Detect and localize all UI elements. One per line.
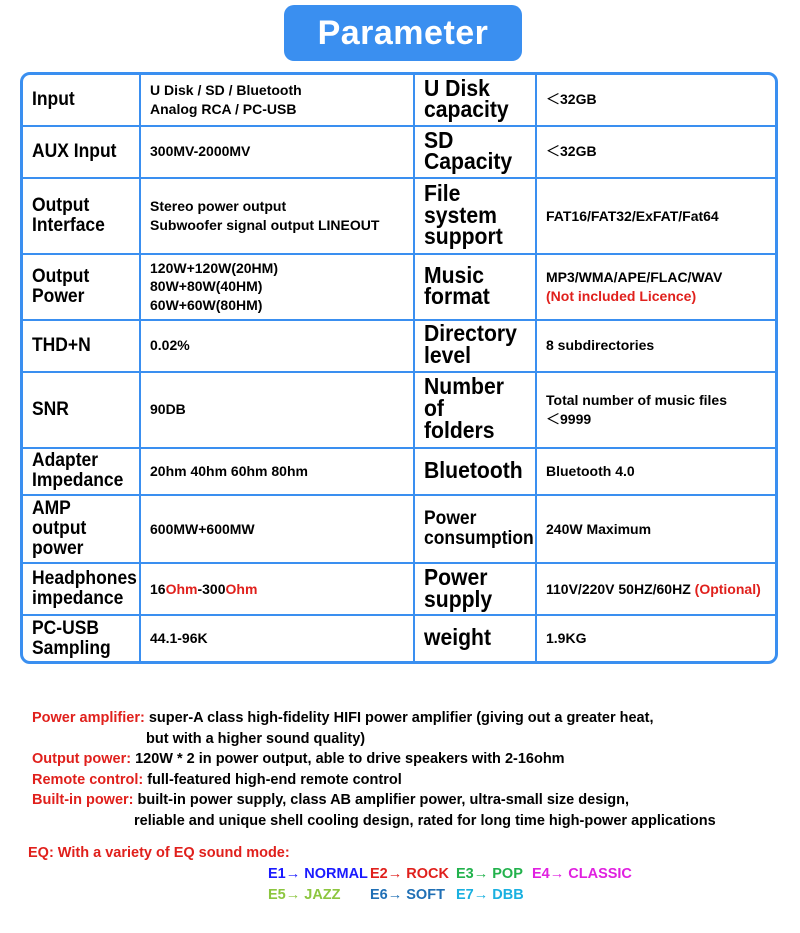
eq-mode-e2: E2→ ROCK (370, 866, 449, 882)
param-label-cell (23, 615, 140, 661)
param-value-cell (536, 178, 778, 254)
param-value-text: 1.9KG (546, 630, 587, 647)
param-label: U Disk capacity (424, 74, 509, 123)
param-label-cell (23, 75, 140, 126)
param-value-text: 300MV-2000MV (150, 143, 251, 160)
param-value-cell (140, 448, 414, 495)
param-value-text: 120W+120W(20HM) (150, 259, 278, 276)
param-value-line (150, 100, 404, 119)
param-label-cell (414, 563, 536, 615)
value-note: (Optional) (694, 580, 761, 597)
param-label: File system support (424, 179, 503, 250)
value-part: Ohm (165, 580, 198, 597)
param-value-line (150, 462, 404, 481)
param-label-cell (414, 448, 536, 495)
eq-mode-e4: E4→ CLASSIC (532, 866, 632, 882)
param-value-cell (536, 448, 778, 495)
param-value-cell (140, 178, 414, 254)
param-label: SD Capacity (424, 126, 513, 175)
param-value-line (546, 90, 772, 109)
note-power-amplifier-cont: but with a higher sound quality) (146, 730, 366, 747)
param-value-line (546, 580, 772, 599)
param-value-text: 60W+60W(80HM) (150, 297, 263, 314)
param-value-text: 0.02% (150, 337, 190, 354)
note-output-power: Output power: 120W * 2 in power output, able to drive speakers with 2-16ohm (32, 751, 565, 767)
eq-mode-e7: E7→ DBB (456, 887, 524, 903)
parameter-table (20, 72, 778, 664)
param-label: Directory level (424, 320, 517, 369)
param-label-cell (414, 615, 536, 661)
param-label: Number of folders (424, 373, 504, 444)
param-value-text: ＜9999 (546, 410, 592, 427)
param-value-line (150, 400, 404, 419)
value-note: (Not included Licence) (546, 287, 697, 304)
param-label-cell (414, 495, 536, 564)
param-label-cell (23, 320, 140, 372)
param-value-text: 80W+80W(40HM) (150, 278, 263, 295)
param-value-cell (536, 320, 778, 372)
param-label: Music format (424, 261, 490, 310)
param-value-line (150, 629, 404, 648)
param-value-text: 44.1-96K (150, 630, 208, 647)
param-value-text: 90DB (150, 401, 186, 418)
param-label: THD+N (32, 334, 91, 356)
param-label-cell (414, 254, 536, 319)
param-value-text: FAT16/FAT32/ExFAT/Fat64 (546, 207, 719, 224)
param-value-line (546, 462, 772, 481)
param-label: Bluetooth (424, 456, 523, 483)
param-label-cell (23, 178, 140, 254)
note-remote-control: Remote control: full-featured high-end remote control (32, 771, 402, 788)
param-value-cell (140, 254, 414, 319)
table-row (23, 126, 778, 178)
param-value-line (546, 268, 772, 287)
param-label-cell (414, 178, 536, 254)
param-value-line (546, 336, 772, 355)
param-value-cell (536, 254, 778, 319)
param-value-line (546, 207, 772, 226)
param-label: Adapter Impedance (32, 450, 124, 492)
param-label: SNR (32, 398, 69, 420)
param-value-cell (140, 126, 414, 178)
param-value-text: MP3/WMA/APE/FLAC/WAV (546, 268, 723, 285)
param-value-line (150, 580, 404, 599)
value-part: -300 (197, 580, 226, 597)
param-value-text: Total number of music files (546, 391, 727, 408)
param-label-cell (23, 495, 140, 564)
param-value-line (150, 336, 404, 355)
param-value-cell (140, 495, 414, 564)
value-part: Ohm (225, 580, 258, 597)
table-row (23, 448, 778, 495)
param-value-cell (140, 75, 414, 126)
param-label: weight (424, 624, 492, 651)
param-value-text: 600MW+600MW (150, 520, 255, 537)
param-label: AUX Input (32, 140, 117, 162)
param-label-cell (23, 126, 140, 178)
table-row (23, 372, 778, 448)
table-row (23, 563, 778, 615)
note-built-in-power: Built-in power: built-in power supply, class AB amplifier power, ultra-small size design, (32, 792, 630, 808)
param-value-cell (140, 563, 414, 615)
param-label: AMP output power (32, 498, 87, 559)
param-label-cell (23, 254, 140, 319)
param-value-text: 110V/220V 50HZ/60HZ (546, 580, 695, 597)
param-label-cell (414, 75, 536, 126)
param-label: Power consumption (424, 508, 534, 549)
param-value-text: 20hm 40hm 60hm 80hm (150, 462, 308, 479)
param-value-cell (536, 372, 778, 448)
banner-title: Parameter (317, 13, 489, 52)
param-value-cell (140, 372, 414, 448)
param-value-line (150, 197, 404, 216)
eq-mode-e3: E3→ POP (456, 866, 523, 882)
param-value-cell (536, 126, 778, 178)
param-value-line (150, 142, 404, 161)
param-value-line (546, 629, 772, 648)
table-row (23, 178, 778, 254)
eq-mode-e1: E1→ NORMAL (268, 866, 368, 882)
parameter-banner (284, 5, 522, 61)
param-label-cell (23, 448, 140, 495)
table-row (23, 615, 778, 661)
param-value-line (546, 410, 772, 429)
feature-notes (32, 708, 772, 831)
param-value-cell (536, 495, 778, 564)
param-value-line (150, 277, 404, 296)
param-value-text: U Disk / SD / Bluetooth (150, 82, 302, 99)
param-value-text: 8 subdirectories (546, 337, 655, 354)
param-value-line (150, 259, 404, 278)
param-value-text: Bluetooth 4.0 (546, 462, 635, 479)
param-label: Output Power (32, 265, 90, 307)
param-value-text: Subwoofer signal output LINEOUT (150, 216, 380, 233)
param-value-text: Stereo power output (150, 198, 287, 215)
param-label: Input (32, 88, 75, 110)
table-row (23, 495, 778, 564)
param-label: Output Interface (32, 195, 105, 236)
param-value-text: 240W Maximum (546, 520, 652, 537)
eq-mode-e5: E5→ JAZZ (268, 887, 341, 903)
param-value-line (150, 216, 404, 235)
table-row (23, 75, 778, 126)
param-value-text: ＜32GB (546, 143, 597, 160)
param-value-line (546, 142, 772, 161)
table-row (23, 320, 778, 372)
param-label: PC-USB Sampling (32, 617, 111, 659)
eq-mode-e6: E6→ SOFT (370, 887, 445, 903)
param-value-cell (140, 320, 414, 372)
param-value-cell (536, 75, 778, 126)
param-value-line (546, 520, 772, 539)
param-value-cell (140, 615, 414, 661)
param-label: Headphones impedance (32, 568, 137, 610)
param-label-cell (23, 372, 140, 448)
note-built-in-power-cont: reliable and unique shell cooling design, rated for long time high-power applications (134, 812, 716, 829)
param-value-line (150, 81, 404, 100)
param-value-line (150, 296, 404, 315)
param-label: Power supply (424, 564, 493, 612)
eq-title: EQ: With a variety of EQ sound mode: (28, 845, 290, 861)
param-value-line (150, 520, 404, 539)
param-label-cell (414, 320, 536, 372)
param-value-text: Analog RCA / PC-USB (150, 100, 297, 117)
param-value-cell (536, 615, 778, 661)
param-value-cell (536, 563, 778, 615)
value-part: 16 (150, 580, 166, 597)
param-label-cell (23, 563, 140, 615)
param-label-cell (414, 126, 536, 178)
param-label-cell (414, 372, 536, 448)
table-row (23, 254, 778, 319)
param-value-text: ＜32GB (546, 91, 597, 108)
param-value-line (546, 391, 772, 410)
note-power-amplifier: Power amplifier: super-A class high-fidelity HIFI power amplifier (giving out a greater heat, (32, 710, 654, 726)
